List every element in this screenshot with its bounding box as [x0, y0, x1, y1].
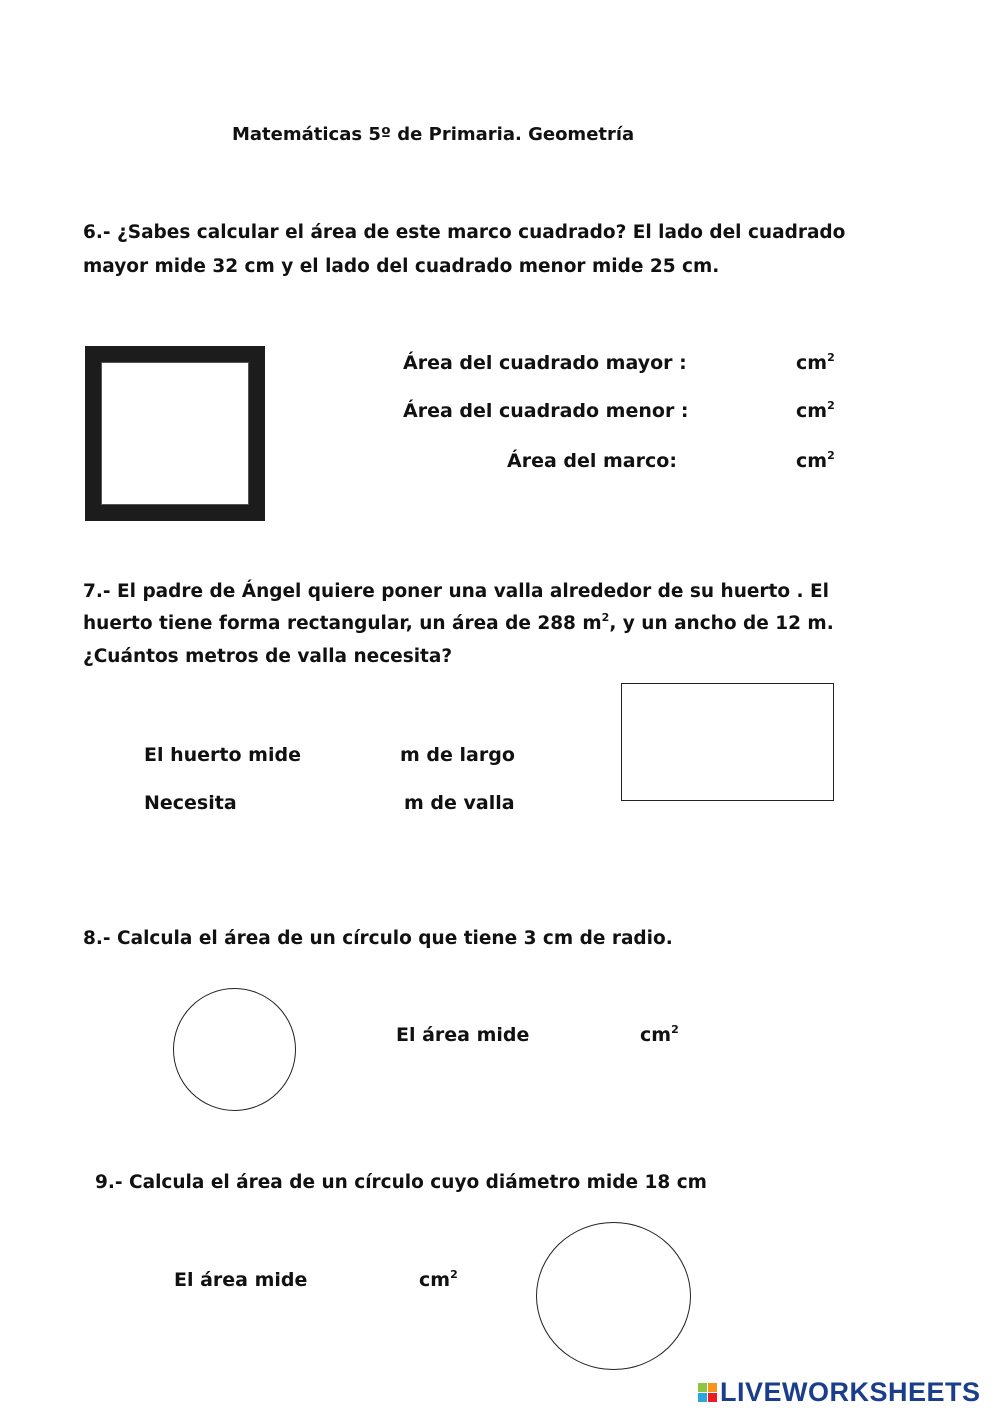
q6-unit-major [796, 352, 835, 374]
q9-unit [419, 1269, 458, 1291]
q8-statement: 8.- Calcula el área de un círculo que tiene 3 cm de radio. [83, 928, 673, 949]
q6-label-minor-area: Área del cuadrado menor : [403, 400, 689, 422]
q7-label-need: Necesita [144, 792, 237, 814]
q9-circle-figure [536, 1222, 691, 1370]
square-frame-figure [85, 346, 265, 521]
q7-statement-line-3: ¿Cuántos metros de valla necesita? [83, 646, 453, 667]
q6-statement-line-1: 6.- ¿Sabes calcular el área de este marco cuadrado? El lado del cuadrado [83, 222, 846, 243]
q7-line2-end: , y un ancho de 12 m. [609, 613, 834, 634]
q8-circle-figure [173, 988, 296, 1111]
liveworksheets-logo [698, 1377, 981, 1408]
q7-statement-line-2 [83, 607, 834, 640]
garden-rectangle-figure [621, 683, 834, 801]
q7-line2-exponent: 2 [601, 611, 610, 624]
unit-exponent: 2 [827, 351, 835, 364]
logo-square-blue [698, 1393, 707, 1402]
q8-label-area: El área mide [396, 1024, 530, 1046]
unit-exponent: 2 [450, 1268, 458, 1281]
q8-unit [640, 1024, 679, 1046]
q6-label-major-area: Área del cuadrado mayor : [403, 352, 687, 374]
q9-statement: 9.- Calcula el área de un círculo cuyo diámetro mide 18 cm [95, 1172, 707, 1193]
logo-text: LIVEWORKSHEETS [720, 1377, 981, 1407]
page-title: Matemáticas 5º de Primaria. Geometría [232, 124, 635, 145]
unit-text: cm [796, 352, 828, 374]
q7-line2-start: huerto tiene forma rectangular, un área de 288 m [83, 613, 602, 634]
logo-mark-icon [698, 1383, 717, 1402]
q7-unit-length: m de largo [400, 744, 515, 766]
q6-label-frame-area: Área del marco: [507, 450, 677, 472]
q7-unit-need: m de valla [404, 792, 515, 814]
q7-statement-line-1: 7.- El padre de Ángel quiere poner una valla alrededor de su huerto . El [83, 581, 829, 602]
unit-text: cm [796, 400, 828, 422]
unit-text: cm [640, 1024, 672, 1046]
q6-statement-line-2: mayor mide 32 cm y el lado del cuadrado menor mide 25 cm. [83, 256, 720, 277]
unit-exponent: 2 [827, 399, 835, 412]
q9-label-area: El área mide [174, 1269, 308, 1291]
unit-exponent: 2 [827, 449, 835, 462]
q6-unit-frame [796, 450, 835, 472]
logo-square-green [698, 1383, 707, 1392]
unit-exponent: 2 [671, 1023, 679, 1036]
q7-label-length: El huerto mide [144, 744, 301, 766]
logo-square-orange [708, 1383, 717, 1392]
unit-text: cm [419, 1269, 451, 1291]
q6-unit-minor [796, 400, 835, 422]
logo-square-red [708, 1393, 717, 1402]
unit-text: cm [796, 450, 828, 472]
